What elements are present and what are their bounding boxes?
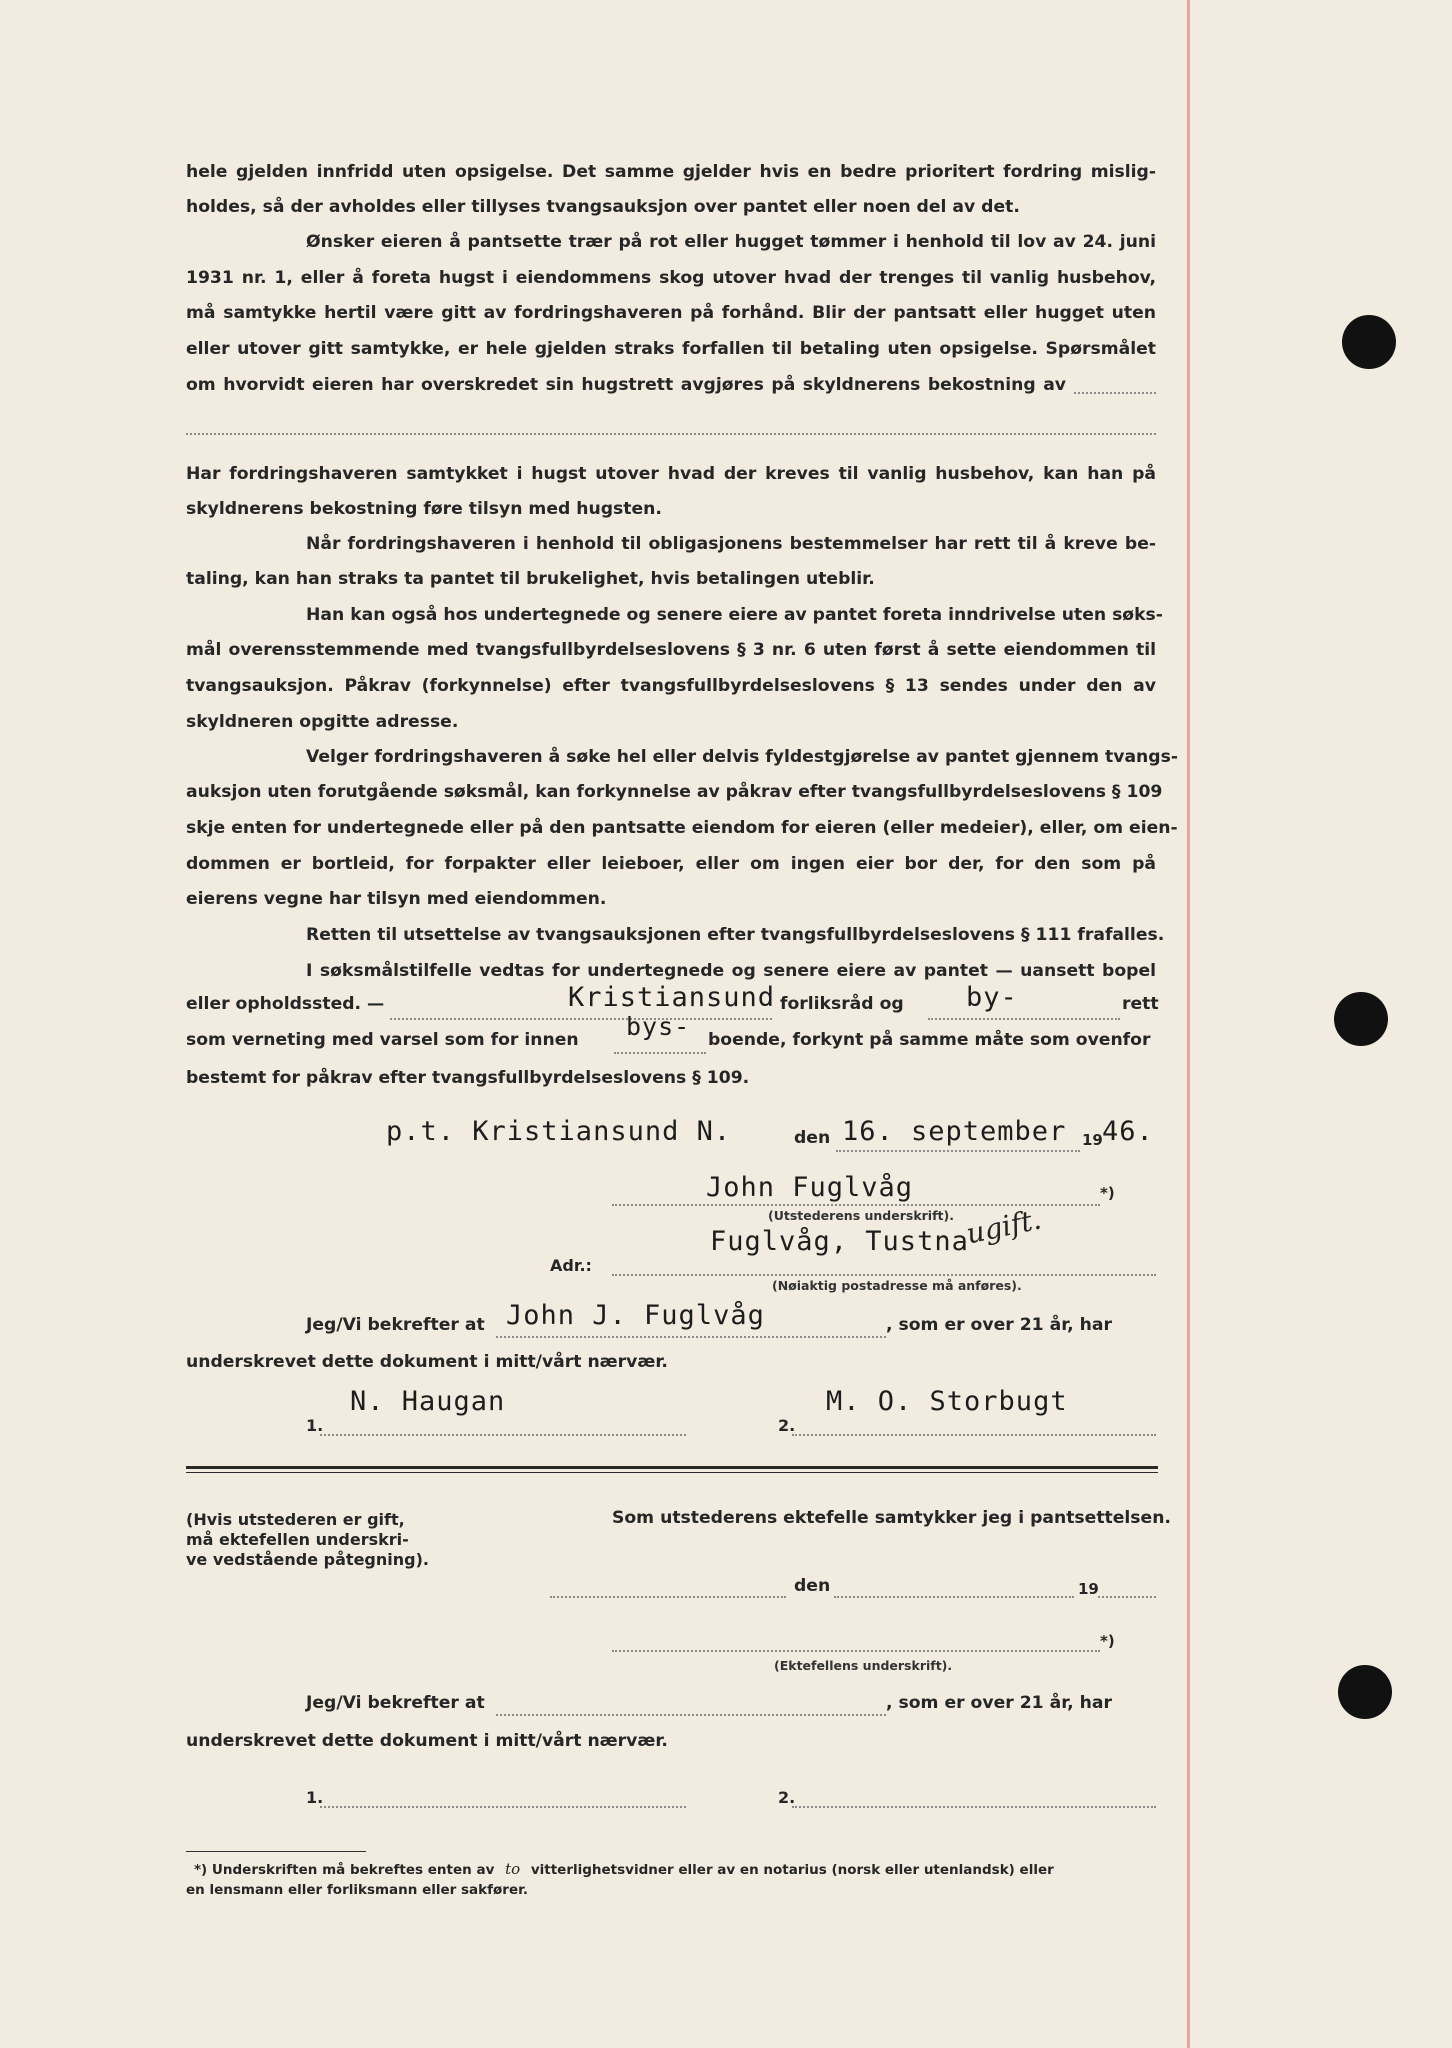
- fill-line: [792, 1806, 1156, 1808]
- fill-line: [496, 1714, 886, 1716]
- witness2-typed: M. O. Storbugt: [826, 1386, 1068, 1417]
- body-line: mål overensstemmende med tvangsfullbyrdelseslovens § 3 nr. 6 uten først å sette eiendommen til: [186, 640, 1156, 660]
- witness-prefix: Jeg/Vi bekrefter at: [306, 1315, 485, 1335]
- body-line: skyldnerens bekostning føre tilsyn med hugsten.: [186, 499, 662, 519]
- fill-line: [320, 1434, 686, 1436]
- footnote-rule: [186, 1851, 366, 1852]
- fill-line: [836, 1150, 1080, 1152]
- handwritten-note: ugift.: [963, 1202, 1045, 1251]
- body-line: tvangsauksjon. Påkrav (forkynnelse) efter tvangsfullbyrdelseslovens § 13 sendes under den av: [186, 676, 1156, 696]
- spouse-note: må ektefellen underskri-: [186, 1530, 409, 1549]
- body-line: underskrevet dette dokument i mitt/vårt nærvær.: [186, 1731, 668, 1751]
- witness2-prefix: Jeg/Vi bekrefter at: [306, 1693, 485, 1713]
- year-typed: 46.: [1102, 1116, 1154, 1147]
- fill-line: [320, 1806, 686, 1808]
- witness2-number-2: 2.: [778, 1788, 796, 1807]
- witness-suffix: , som er over 21 år, har: [886, 1315, 1112, 1335]
- fill-line: [1098, 1596, 1156, 1598]
- body-line: 1931 nr. 1, eller å foreta hugst i eiendommens skog utover hvad der trenges til vanlig husbehov,: [186, 268, 1156, 288]
- body-line: Han kan også hos undertegnede og senere eiere av pantet foreta inndrivelse uten søks-: [306, 605, 1163, 625]
- fill-line: [614, 1052, 706, 1054]
- separator-rule: [186, 1472, 1158, 1473]
- resident-type-typed: bys-: [626, 1012, 691, 1041]
- spouse-consent: Som utstederens ektefelle samtykker jeg i pantsettelsen.: [612, 1508, 1171, 1528]
- venue-line2-prefix: som verneting med varsel som for innen: [186, 1030, 579, 1050]
- punch-hole-icon: [1342, 315, 1396, 369]
- witness-name-typed: John J. Fuglvåg: [506, 1300, 765, 1331]
- address-typed: Fuglvåg, Tustna: [710, 1226, 969, 1257]
- fill-line: [550, 1596, 786, 1598]
- spouse-note: ve vedstående påtegning).: [186, 1550, 429, 1569]
- witness2-number-1: 1.: [306, 1788, 324, 1807]
- body-line: dommen er bortleid, for forpakter eller leieboer, eller om ingen eier bor der, for den som på: [186, 854, 1156, 874]
- body-line: Har fordringshaveren samtykket i hugst utover hvad der kreves til vanlig husbehov, kan han på: [186, 464, 1156, 484]
- fill-line: [186, 433, 1156, 435]
- body-line: må samtykke hertil være gitt av fordringshaveren på forhånd. Blir der pantsatt eller hugget uten: [186, 303, 1156, 323]
- issuer-signature: John Fuglvåg: [706, 1172, 914, 1203]
- footnote-line: [194, 1860, 1054, 1878]
- separator-rule: [186, 1466, 1158, 1469]
- body-line: skyldneren opgitte adresse.: [186, 712, 459, 732]
- footnote-end: vitterlighetsvidner eller av en notarius (norsk eller utenlandsk) eller: [530, 1862, 1054, 1878]
- body-line: taling, kan han straks ta pantet til brukelighet, hvis betalingen uteblir.: [186, 569, 875, 589]
- spouse-year-prefix: 19: [1078, 1580, 1099, 1598]
- body-line: bestemt for påkrav efter tvangsfullbyrdelseslovens § 109.: [186, 1068, 750, 1088]
- fill-line: [390, 1018, 772, 1020]
- fill-line: [928, 1018, 1120, 1020]
- adr-label: Adr.:: [550, 1256, 592, 1275]
- body-line: auksjon uten forutgående søksmål, kan forkynnelse av påkrav efter tvangsfullbyrdelseslovens § 109: [186, 782, 1163, 802]
- spouse-signature-caption: (Ektefellens underskrift).: [774, 1658, 953, 1673]
- body-line: Når fordringshaveren i henhold til obligasjonens bestemmelser har rett til å kreve be-: [306, 534, 1156, 554]
- witness1-typed: N. Haugan: [350, 1386, 506, 1417]
- place-typed: p.t. Kristiansund N.: [386, 1116, 732, 1147]
- spouse-star: *): [1100, 1632, 1115, 1650]
- fill-line: [834, 1596, 1074, 1598]
- court-place-typed: Kristiansund: [568, 982, 776, 1013]
- court-type-typed: by-: [966, 982, 1018, 1013]
- body-line: Ønsker eieren å pantsette trær på rot eller hugget tømmer i henhold til lov av 24. juni: [306, 232, 1156, 252]
- witness2-suffix: , som er over 21 år, har: [886, 1693, 1112, 1713]
- fill-line: [612, 1650, 1100, 1652]
- spouse-note: (Hvis utstederen er gift,: [186, 1510, 405, 1529]
- fill-line: [792, 1434, 1156, 1436]
- footnote-start: *) Underskriften må bekreftes enten av: [194, 1862, 495, 1878]
- address-caption: (Nøiaktig postadresse må anføres).: [772, 1278, 1022, 1293]
- body-line: skje enten for undertegnede eller på den pantsatte eiendom for eieren (eller medeier), eller, om eien-: [186, 818, 1178, 838]
- date-typed: 16. september: [842, 1116, 1067, 1147]
- punch-hole-icon: [1334, 992, 1388, 1046]
- issuer-star: *): [1100, 1184, 1115, 1202]
- year-prefix: 19: [1082, 1131, 1103, 1149]
- fill-line: [1074, 392, 1156, 394]
- venue-line2-suffix: boende, forkynt på samme måte som ovenfor: [708, 1030, 1151, 1050]
- body-line: eierens vegne har tilsyn med eiendommen.: [186, 889, 607, 909]
- footnote-to: to: [505, 1860, 521, 1878]
- red-margin-line: [1187, 0, 1190, 2048]
- date-den: den: [794, 1128, 831, 1148]
- issuer-caption: (Utstederens underskrift).: [768, 1208, 954, 1223]
- witness-number-2: 2.: [778, 1416, 796, 1435]
- body-line: Velger fordringshaveren å søke hel eller delvis fyldestgjørelse av pantet gjennem tvangs-: [306, 747, 1178, 767]
- body-line: hele gjelden innfridd uten opsigelse. Det samme gjelder hvis en bedre prioritert fordring mislig-: [186, 162, 1156, 182]
- body-line: om hvorvidt eieren har overskredet sin hugstrett avgjøres på skyldnerens bekostning av: [186, 375, 1066, 395]
- body-line: underskrevet dette dokument i mitt/vårt nærvær.: [186, 1352, 668, 1372]
- fill-line: [496, 1336, 886, 1338]
- body-line: I søksmålstilfelle vedtas for undertegnede og senere eiere av pantet — uansett bopel: [306, 961, 1156, 981]
- venue-prefix: eller opholdssted. —: [186, 994, 385, 1014]
- venue-suffix: rett: [1122, 994, 1159, 1014]
- punch-hole-icon: [1338, 1665, 1392, 1719]
- body-line: Retten til utsettelse av tvangsauksjonen efter tvangsfullbyrdelseslovens § 111 frafalles.: [306, 925, 1165, 945]
- fill-line: [612, 1274, 1156, 1276]
- body-line: holdes, så der avholdes eller tillyses tvangsauksjon over pantet eller noen del av det.: [186, 197, 1020, 217]
- spouse-den: den: [794, 1576, 831, 1596]
- footnote-line: en lensmann eller forliksmann eller sakfører.: [186, 1882, 528, 1898]
- venue-mid: forliksråd og: [780, 994, 904, 1014]
- witness-number-1: 1.: [306, 1416, 324, 1435]
- body-line: eller utover gitt samtykke, er hele gjelden straks forfallen til betaling uten opsigelse. Spørsmålet: [186, 339, 1156, 359]
